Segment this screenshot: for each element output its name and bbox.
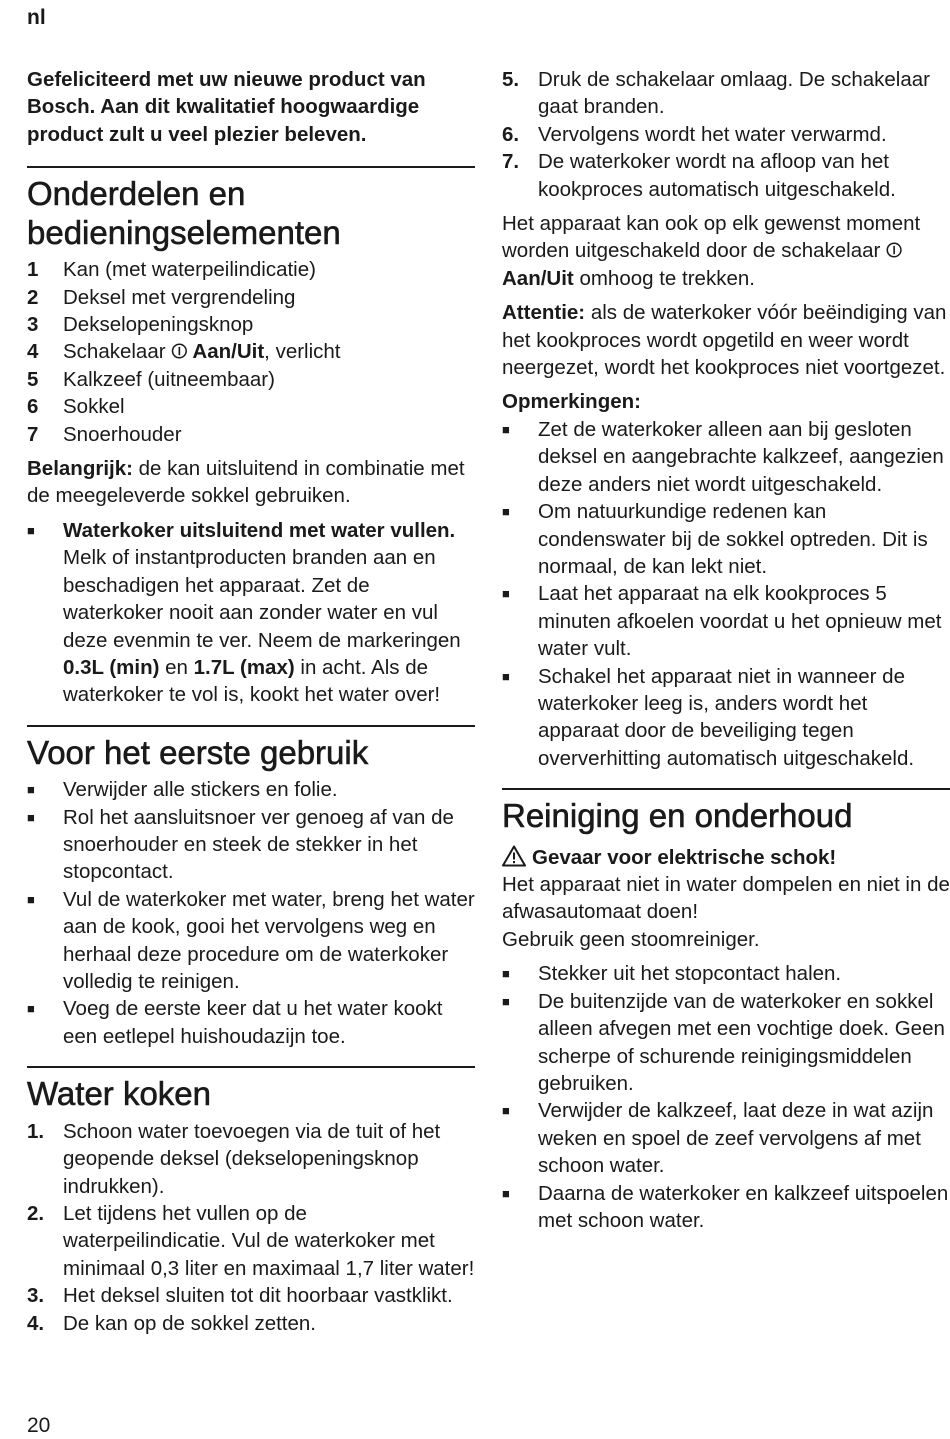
notes-heading: Opmerkingen: [502, 390, 641, 414]
list-item: ■ Laat het apparaat na elk kookproces 5 minuten afkoelen voordat u het opnieuw met water vult. [502, 580, 950, 662]
parts-item [27, 284, 475, 311]
step-item: 6. Vervolgens wordt het water verwarmd. [502, 122, 887, 146]
item-number: 6 [27, 395, 39, 419]
list-item: ■ Vul de waterkoker met water, breng het water aan de kook, gooi het vervolgens weg en herhaal deze procedure om de waterkoker volledig te reinigen. [27, 886, 475, 996]
warning-text-1: Het apparaat niet in water dompelen en niet in de afwasautomaat doen! [502, 873, 950, 924]
section-boiling [27, 1066, 475, 1337]
step-item: 2. Let tijdens het vullen op de waterpeilindicatie. Vul de waterkoker met minimaal 0,3 liter en maximaal 1,7 liter water! [27, 1202, 475, 1280]
list-item: ■ Schakel het apparaat niet in wanneer de waterkoker leeg is, anders wordt het apparaat door de beveiliging tegen oververhitting automatisch uitgeschakeld. [502, 663, 950, 773]
language-code: nl [27, 6, 46, 29]
bullet-icon: ■ [27, 891, 35, 907]
page-number: 20 [27, 1414, 51, 1437]
parts-item [27, 338, 475, 365]
bullet-icon: ■ [27, 809, 35, 825]
list-item: ■ Verwijder alle stickers en folie. [27, 776, 475, 803]
attention-text: Attentie: als de waterkoker vóór beëindiging van het kookproces wordt opgetild en weer wordt neergezet, wordt het kookproces niet voortgezet. [502, 301, 947, 380]
parts-list [27, 256, 475, 448]
item-number: 7 [27, 422, 39, 446]
bullet-icon: ■ [502, 1185, 510, 1201]
parts-item [27, 421, 475, 448]
list-item: ■ Verwijder de kalkzeef, laat deze in wat azijn weken en spoel de zeef vervolgens af met schoon water. [502, 1097, 950, 1179]
bullet-icon: ■ [502, 1103, 510, 1119]
cleaning-heading: Reiniging en onderhoud [502, 797, 853, 835]
parts-item [27, 366, 475, 393]
list-item: ■ Waterkoker uitsluitend met water vullen. Melk of instantproducten branden aan en beschadigen het apparaat. Zet de waterkoker nooit aan zonder water en vul deze evenmin te ver. Neem de markeringen 0.3L (min) en 1.7L (max) in acht. Als de waterkoker te vol is, kookt het water over! [27, 517, 475, 709]
bullet-icon: ■ [502, 421, 510, 437]
first-use-heading: Voor het eerste gebruik [27, 733, 369, 771]
warning-triangle-icon [502, 845, 526, 867]
step-item: 1. Schoon water toevoegen via de tuit of het geopende deksel (dekselopeningsknop indrukken). [27, 1119, 441, 1198]
bullet-icon: ■ [502, 586, 510, 602]
item-text: Snoerhouder [63, 422, 182, 446]
item-text: Dekselopeningsknop [63, 313, 254, 337]
item-text: Sokkel [63, 395, 125, 419]
step-item: 3. Het deksel sluiten tot dit hoorbaar vastklikt. [27, 1284, 453, 1308]
cleaning-list [502, 960, 950, 1234]
important-note: Belangrijk: de kan uitsluitend in combinatie met de meegeleverde sokkel gebruiken. [27, 457, 465, 508]
item-number: 3 [27, 313, 39, 337]
boiling-steps-a [27, 1118, 475, 1337]
list-item: ■ Zet de waterkoker alleen aan bij gesloten deksel en aangebrachte kalkzeef, aangezien deze anders niet wordt uitgeschakeld. [502, 416, 950, 498]
section-first-use [27, 725, 475, 1051]
bullet-icon: ■ [502, 993, 510, 1009]
item-text: Deksel met vergrendeling [63, 285, 296, 309]
list-item: ■ Rol het aansluitsnoer ver genoeg af van de snoerhouder en steek de stekker in het stopcontact. [27, 804, 475, 886]
warning-heading: Gevaar voor elektrische schok! [502, 844, 950, 871]
list-item: ■ Stekker uit het stopcontact halen. [502, 960, 950, 987]
boiling-steps-b [502, 66, 950, 203]
step-item: 7. De waterkoker wordt na afloop van het kookproces automatisch uitgeschakeld. [502, 150, 896, 201]
section-parts [27, 166, 475, 709]
boiling-heading: Water koken [27, 1075, 212, 1113]
parts-item [27, 393, 475, 420]
bullet-icon: ■ [27, 782, 35, 798]
power-symbol-icon: ⏼ [171, 339, 188, 364]
item-text: Kalkzeef (uitneembaar) [63, 367, 275, 391]
warning-text-2: Gebruik geen stoomreiniger. [502, 927, 760, 951]
left-column [27, 66, 475, 1337]
first-use-list [27, 776, 475, 1050]
parts-heading: Onderdelen en bedieningselementen [27, 175, 341, 251]
bullet-icon: ■ [502, 966, 510, 982]
switch-off-text: Het apparaat kan ook op elk gewenst moment worden uitgeschakeld door de schakelaar ⏼ Aan/Uit omhoog te trekken. [502, 212, 921, 290]
item-number: 2 [27, 285, 39, 309]
item-number: 5 [27, 367, 39, 391]
step-item: 4. De kan op de sokkel zetten. [27, 1311, 316, 1335]
intro-text: Gefeliciteerd met uw nieuwe product van Bosch. Aan dit kwalitatief hoogwaardige product zult u veel plezier beleven. [27, 68, 426, 146]
parts-item [27, 256, 475, 283]
bullet-icon: ■ [27, 1001, 35, 1017]
item-text: Kan (met waterpeilindicatie) [63, 258, 316, 282]
item-text: Schakelaar ⏼ Aan/Uit, verlicht [63, 339, 341, 364]
list-item: ■ Voeg de eerste keer dat u het water kookt een eetlepel huishoudazijn toe. [27, 995, 475, 1050]
notes-list [502, 416, 950, 772]
bullet-icon: ■ [502, 504, 510, 520]
list-item: ■ De buitenzijde van de waterkoker en sokkel alleen afvegen met een vochtige doek. Geen scherpe of schurende reinigingsmiddelen gebruiken. [502, 988, 950, 1098]
parts-item [27, 311, 475, 338]
list-item: ■ Daarna de waterkoker en kalkzeef uitspoelen met schoon water. [502, 1180, 950, 1235]
right-column [502, 66, 950, 1234]
power-symbol-icon: ⏼ [886, 238, 903, 263]
item-number: 1 [27, 258, 39, 282]
bullet-icon: ■ [502, 668, 510, 684]
step-item: 5. Druk de schakelaar omlaag. De schakelaar gaat branden. [502, 68, 930, 119]
list-item: ■ Om natuurkundige redenen kan condenswater bij de sokkel optreden. Dit is normaal, de kan lekt niet. [502, 498, 950, 580]
bullet-icon: ■ [27, 522, 35, 538]
section-cleaning [502, 788, 950, 1234]
item-number: 4 [27, 340, 39, 364]
fill-warning-list [27, 517, 475, 709]
